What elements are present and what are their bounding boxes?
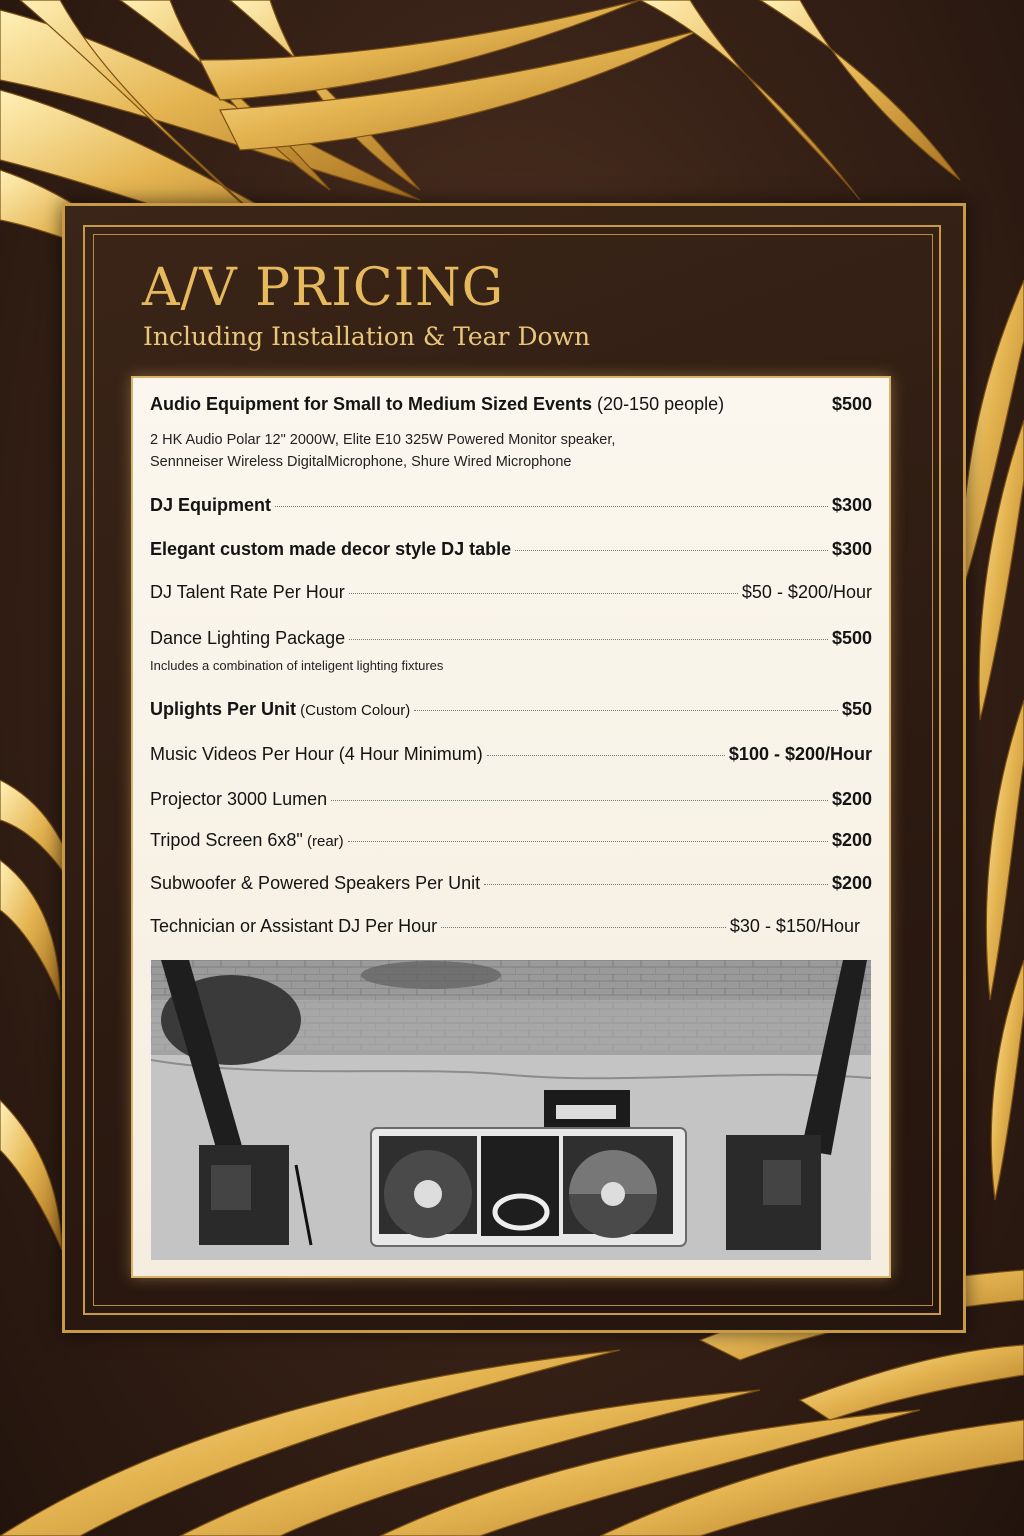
item-price: $50 - $200/Hour [741,582,872,602]
item-note: (20-150 people) [592,394,725,414]
price-item-subwoofer [150,873,872,894]
price-item-dj-equipment [150,495,872,516]
price-item-dj-talent [150,582,872,603]
dotted-leader [441,927,726,928]
item-name: Uplights Per Unit [150,699,297,719]
price-item-uplights [150,699,872,720]
item-name: DJ Talent Rate Per Hour [150,582,345,602]
item-price: $500 [831,394,872,414]
item-price: $300 [831,539,872,559]
item-name: Subwoofer & Powered Speakers Per Unit [150,873,481,893]
item-name: DJ Equipment [150,495,272,515]
item-price: $50 [841,699,872,719]
price-item-tripod-screen [150,830,872,851]
item-price: $500 [831,628,872,648]
item-price: $200 [831,789,872,809]
item-note: (rear) [302,833,344,850]
dotted-leader [349,593,738,594]
item-price: $200 [831,830,872,850]
item-price: $200 [831,873,872,893]
dotted-leader [275,506,828,507]
price-item-dance-lighting [150,628,872,677]
dotted-leader [414,710,838,711]
item-description: Includes a combination of inteligent lighting fixtures [150,658,444,673]
item-name: Audio Equipment for Small to Medium Sized Events [150,394,593,414]
item-name: Music Videos Per Hour [150,744,334,764]
item-price: $100 - $200/Hour [728,744,872,764]
dj-setup-illustration [151,960,871,1260]
dotted-leader [515,550,828,551]
item-name: Tripod Screen 6x8" [150,830,303,850]
item-description-line: 2 HK Audio Polar 12" 2000W, Elite E10 325W Powered Monitor speaker, [150,432,616,448]
dotted-leader [348,841,828,842]
item-price: $300 [831,495,872,515]
page-subtitle: Including Installation & Tear Down [143,322,591,351]
item-name: Elegant custom made decor style DJ table [150,539,512,559]
price-item-audio-equipment [150,394,872,473]
price-item-music-videos [150,744,872,765]
item-description-line: Sennneiser Wireless DigitalMicrophone, Shure Wired Microphone [150,454,572,470]
price-item-projector [150,789,872,810]
item-price: $30 - $150/Hour [729,916,860,936]
dotted-leader [484,884,828,885]
item-description [150,429,872,473]
item-note: (4 Hour Minimum) [333,744,483,764]
price-item-dj-table [150,539,872,560]
page-title: A/V PRICING [142,258,505,318]
item-name: Technician or Assistant DJ Per Hour [150,916,438,936]
price-item-technician [150,916,860,937]
dj-setup-photo [151,960,871,1260]
dotted-leader [487,755,725,756]
dotted-leader [331,800,828,801]
dotted-leader [349,639,828,640]
item-name: Projector 3000 Lumen [150,789,328,809]
item-note: (Custom Colour) [296,702,411,719]
item-name: Dance Lighting Package [150,628,346,648]
